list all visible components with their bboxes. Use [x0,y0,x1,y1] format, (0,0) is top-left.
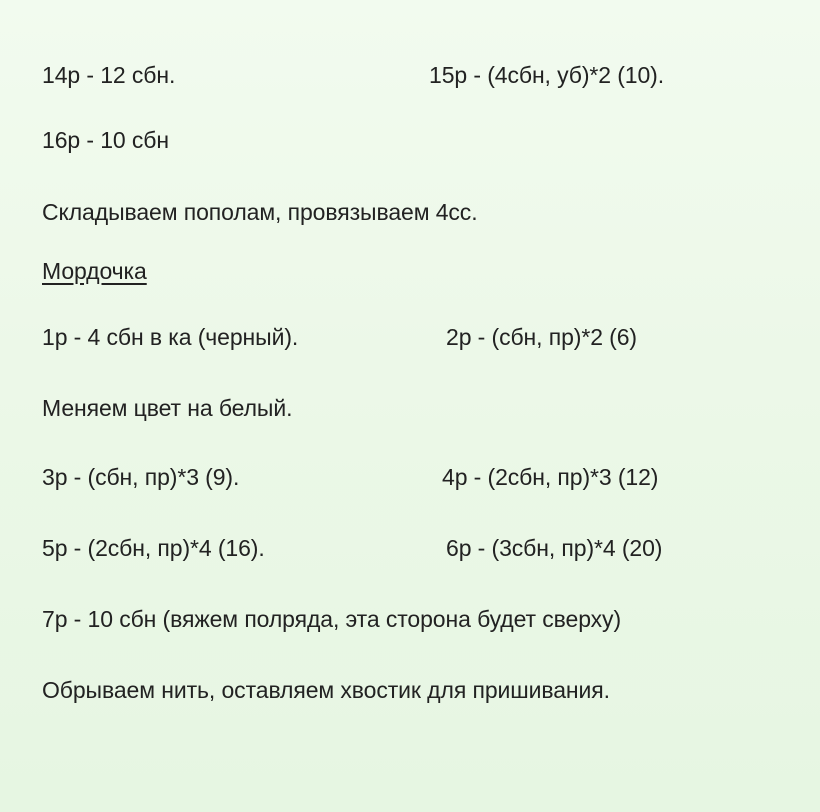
color-change-text: Меняем цвет на белый. [42,395,293,421]
muzzle-row-5-text: 5р - (2сбн, пр)*4 (16). [42,535,265,561]
row-14-text: 14р - 12 сбн. [42,62,176,88]
muzzle-row-7-text: 7р - 10 сбн (вяжем полряда, эта сторона будет сверху) [42,606,621,632]
row-16-text: 16р - 10 сбн [42,127,169,153]
muzzle-row-4-text: 4р - (2сбн, пр)*3 (12) [442,464,659,490]
rows-14-15-line [42,61,665,89]
muzzle-row-6-text: 6р - (3сбн, пр)*4 (20) [446,535,663,561]
muzzle-rows-5-6-line [42,534,663,562]
muzzle-section-heading: Мордочка [42,258,147,284]
muzzle-rows-1-2-line [42,323,637,351]
muzzle-row-3-text: 3р - (сбн, пр)*3 (9). [42,464,240,490]
fold-instruction-text: Складываем пополам, провязываем 4сс. [42,199,478,225]
muzzle-rows-3-4-line [42,463,659,491]
muzzle-row-1-text: 1р - 4 сбн в ка (черный). [42,324,299,350]
row-15-text: 15р - (4сбн, уб)*2 (10). [429,62,665,88]
finish-instruction-text: Обрываем нить, оставляем хвостик для пришивания. [42,677,610,703]
muzzle-row-2-text: 2р - (сбн, пр)*2 (6) [446,324,637,350]
